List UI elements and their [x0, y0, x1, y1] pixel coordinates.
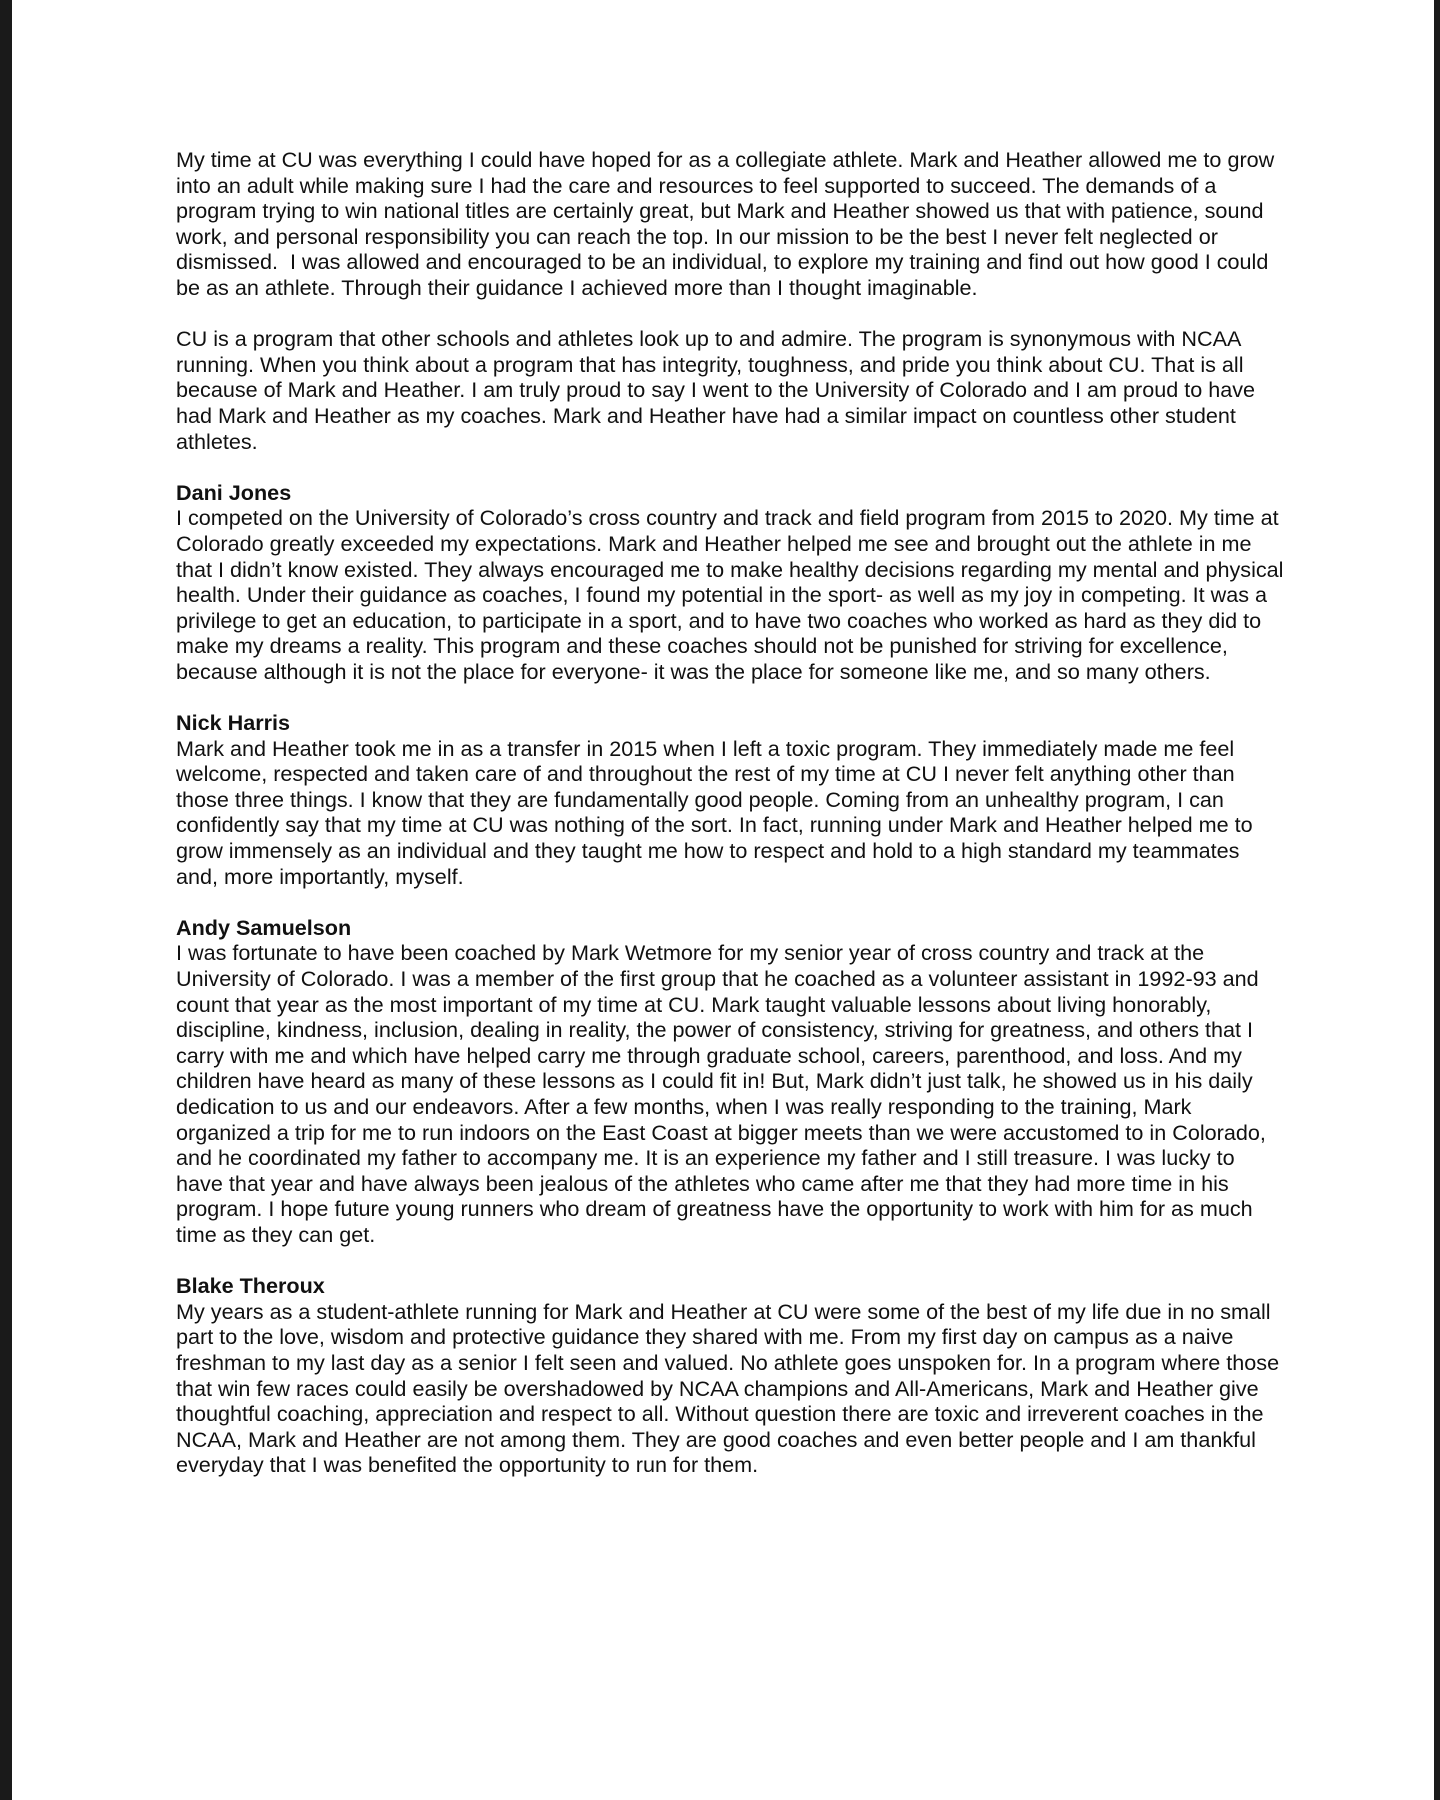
testimonial-text: My years as a student-athlete running for Mark and Heather at CU were some of the best of my life due in no small part to the love, wisdom and protective guidance they shared with me. From my first day on campus as a naive freshman to my last day as a senior I felt seen and valued. No athlete goes unspoken for. In a program where those that win few races could easily be overshadowed by NCAA champions and All-Americans, Mark and Heather give thoughtful coaching, appreciation and respect to all. Without question there are toxic and irreverent coaches in the NCAA, Mark and Heather are not among them. They are good coaches and even better people and I am thankful everyday that I was benefited the opportunity to run for them. — [176, 1298, 1286, 1478]
document-page — [12, 0, 1434, 1800]
testimonial-nick-harris — [176, 710, 1286, 889]
testimonial-blake-theroux — [176, 1273, 1286, 1478]
testimonial-text: I was fortunate to have been coached by Mark Wetmore for my senior year of cross country and track at the University of Colorado. I was a member of the first group that he coached as a volunteer assistant in 1992-93 and count that year as the most important of my time at CU. Mark taught valuable lessons about living honorably, discipline, kindness, inclusion, dealing in reality, the power of consistency, striving for greatness, and others that I carry with me and which have helped carry me through graduate school, careers, parenthood, and loss. And my children have heard as many of these lessons as I could fit in! But, Mark didn’t just talk, he showed us in his daily dedication to us and our endeavors. After a few months, when I was really responding to the training, Mark organized a trip for me to run indoors on the East Coast at bigger meets than we were accustomed to in Colorado, and he coordinated my father to accompany me. It is an experience my father and I still treasure. I was lucky to have that year and have always been jealous of the athletes who came after me that they had more time in his program. I hope future young runners who dream of greatness have the opportunity to work with him for as much time as they can get. — [176, 940, 1272, 1247]
document-body — [176, 147, 1290, 1503]
testimonial-author: Blake Theroux — [176, 1273, 325, 1299]
testimonial-author: Nick Harris — [176, 710, 291, 736]
right-border — [1434, 0, 1440, 1800]
testimonial-dani-jones — [176, 479, 1290, 685]
paragraph-text: CU is a program that other schools and athletes look up to and admire. The program is synonymous with NCAA running. When you think about a program that has integrity, toughness, and pride you think about CU. That is all because of Mark and Heather. I am truly proud to say I went to the University of Colorado and I am proud to have had Mark and Heather as my coaches. Mark and Heather have had a similar impact on countless other student athletes. — [176, 326, 1262, 454]
intro-paragraph — [176, 326, 1286, 454]
intro-paragraph — [176, 147, 1286, 301]
testimonial-andy-samuelson — [176, 915, 1286, 1248]
testimonial-text: Mark and Heather took me in as a transfer in 2015 when I left a toxic program. They immediately made me feel welcome, respected and taken care of and throughout the rest of my time at CU I never felt anything other than those three things. I know that they are fundamentally good people. Coming from an unhealthy program, I can confidently say that my time at CU was nothing of the sort. In fact, running under Mark and Heather helped me to grow immensely as an individual and they taught me how to respect and hold to a high standard my teammates and, more importantly, myself. — [176, 735, 1259, 889]
paragraph-text: My time at CU was everything I could have hoped for as a collegiate athlete. Mark and Heather allowed me to grow into an adult while making sure I had the care and resources to feel supported to succeed. The demands of a program trying to win national titles are certainly great, but Mark and Heather showed us that with patience, sound work, and personal responsibility you can reach the top. In our mission to be the best I never felt neglected or dismissed. I was allowed and encouraged to be an individual, to explore my training and find out how good I could be as an athlete. Through their guidance I achieved more than I thought imaginable. — [176, 147, 1281, 300]
testimonial-author: Andy Samuelson — [176, 914, 352, 940]
testimonial-author: Dani Jones — [176, 479, 292, 505]
left-border — [0, 0, 12, 1800]
testimonial-text: I competed on the University of Colorado’s cross country and track and field program from 2015 to 2020. My time at Colorado greatly exceeded my expectations. Mark and Heather helped me see and brought out the athlete in me that I didn’t know existed. They always encouraged me to make healthy decisions regarding my mental and physical health. Under their guidance as coaches, I found my potential in the sport- as well as my joy in competing. It was a privilege to get an education, to participate in a sport, and to have two coaches who worked as hard as they did to make my dreams a reality. This program and these coaches should not be punished for striving for excellence, because although it is not the place for everyone- it was the place for someone like me, and so many others. — [176, 505, 1290, 684]
